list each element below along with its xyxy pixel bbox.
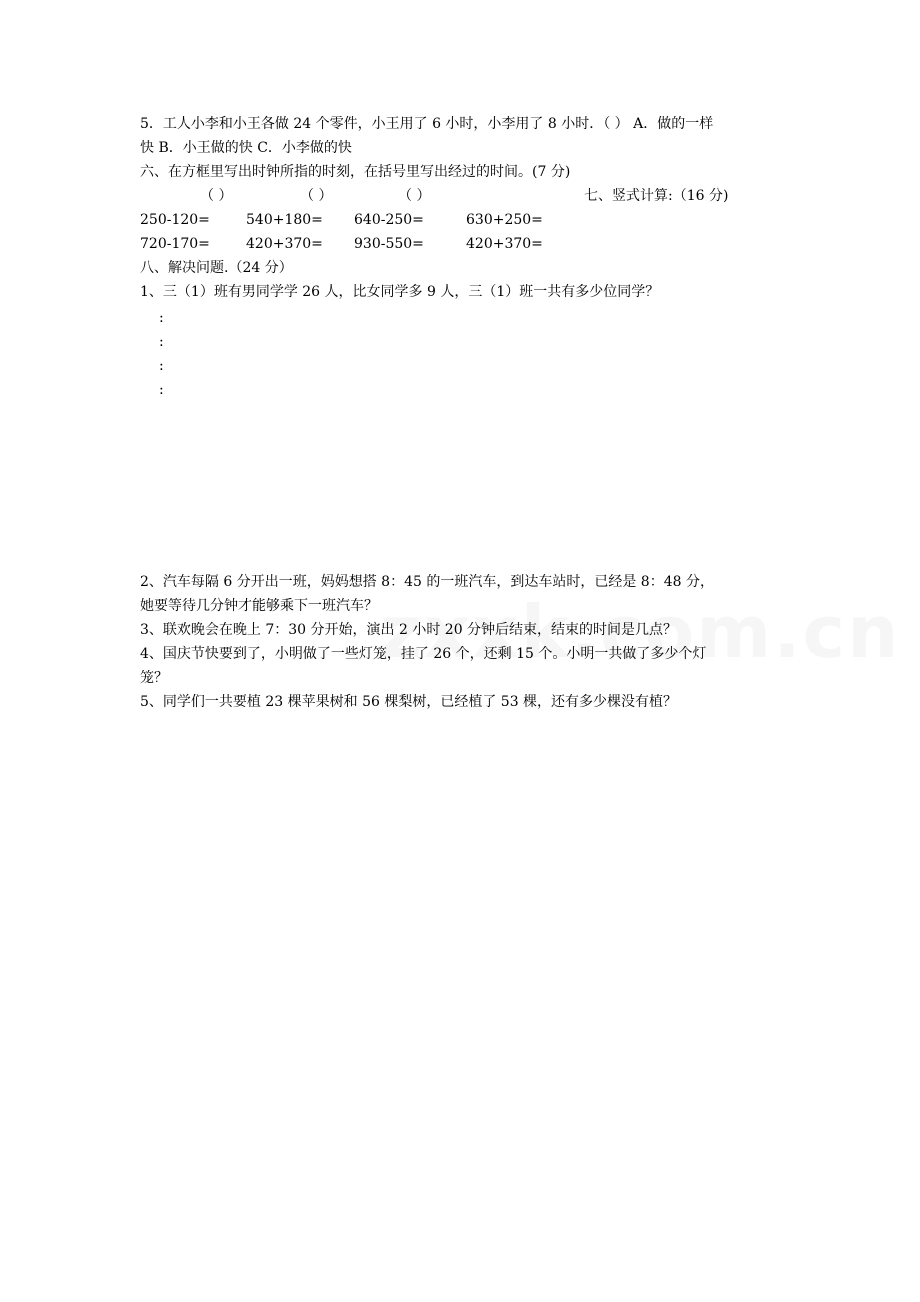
calc-item: 930-550= [354,236,424,252]
calc-item: 420+370= [246,236,323,252]
calc-item: 540+180= [246,212,323,228]
question-5-line-1: 5．工人小李和小王各做 24 个零件，小王用了 6 小时，小李用了 8 小时．（ ） A．做的一样 [140,116,714,132]
dot-mark: : [159,310,164,326]
calc-item: 720-170= [140,236,210,252]
answer-dots [159,306,169,402]
calc-item: 640-250= [354,212,424,228]
problem-4-line-2: 笼？ [140,670,168,686]
dot-mark: : [159,334,164,350]
calc-item: 250-120= [140,212,210,228]
clock-bracket-1: （ ） [200,188,233,204]
question-5-line-2: 快 B．小王做的快 C．小李做的快 [140,140,352,156]
problem-1: 1、三（1）班有男同学学 26 人，比女同学多 9 人，三（1）班一共有多少位同学？ [140,284,660,300]
section-7-title: 七、竖式计算:（16 分) [584,188,729,204]
problem-3: 3、联欢晚会在晚上 7：30 分开始，演出 2 小时 20 分钟后结束，结束的时间是几点？ [140,622,678,638]
problem-2-line-1: 2、汽车每隔 6 分开出一班，妈妈想搭 8：45 的一班汽车，到达车站时，已经是 8：48 分， [140,574,714,590]
problem-2-line-2: 她要等待几分钟才能够乘下一班汽车？ [140,598,378,614]
clock-bracket-2: （ ） [300,188,333,204]
problem-4-line-1: 4、国庆节快要到了，小明做了一些灯笼，挂了 26 个，还剩 15 个。小明一共做了多少个灯 [140,646,707,662]
section-8-title: 八、解决问题.（24 分） [140,260,293,276]
clock-bracket-3: （ ） [398,188,431,204]
section-6-title: 六、在方框里写出时钟所指的时刻，在括号里写出经过的时间。(7 分) [140,164,571,180]
calc-item: 420+370= [466,236,543,252]
dot-mark: : [159,358,164,374]
dot-mark: : [159,382,164,398]
calc-item: 630+250= [466,212,543,228]
problem-5: 5、同学们一共要植 23 棵苹果树和 56 棵梨树，已经植了 53 棵，还有多少棵没有植？ [140,694,678,710]
